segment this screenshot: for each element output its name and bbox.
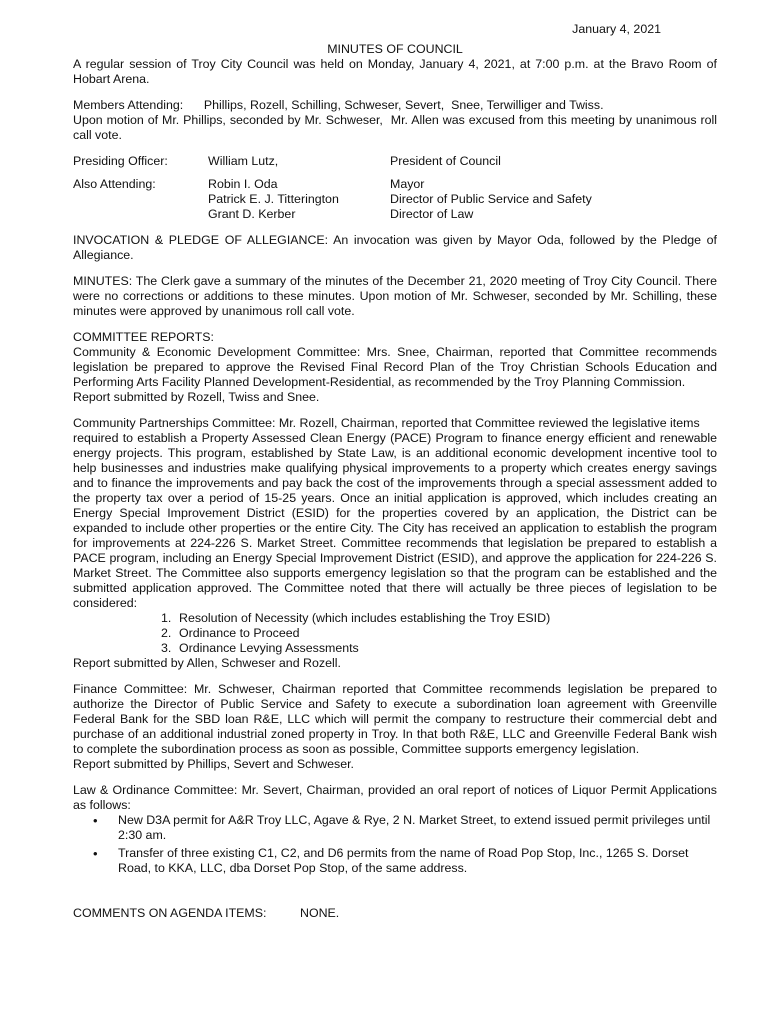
partnerships-report-body: required to establish a Property Assessed Clean Energy (PACE) Program to finance energy efficient and renewable energy projects. This program, established by State Law, is an additional economic development incentive tool to help businesses and industries make qualifying physical improvements to a property which creates energy savings and to finance the improvements and pay back the cost of the improvements through a special assessment added to the property tax over a period of 15-25 years. Once an initial application is approved, which includes creating an Energy Special Improvement District (ESID) for the properties covered by an application, the District can be expanded to include other properties or the entire City. The City has received an application to establish the program for improvements at 224-226 S. Market Street. Committee recommends that legislation be prepared to establish a PACE program, including an Energy Special Improvement District (ESID), and approve the application for 224-226 S. Market Street. The Committee also supports emergency legislation so that the program can be established and the submitted application approved. The Committee noted that there will actually be three pieces of legislation to be considered: xyxy=(73,431,717,610)
attendee-name: Robin I. Oda xyxy=(208,177,278,191)
also-attending-names xyxy=(208,177,390,222)
list-item: 3. Ordinance Levying Assessments xyxy=(161,641,359,655)
invocation-paragraph: INVOCATION & PLEDGE OF ALLEGIANCE: An invocation was given by Mayor Oda, followed by the Pledge of Allegiance. xyxy=(73,233,717,262)
list-item: 1. Resolution of Necessity (which includes establishing the Troy ESID) xyxy=(161,611,551,625)
community-development-report: Community & Economic Development Committee: Mrs. Snee, Chairman, reported that Committee recommends legislation be prepared to approve the Revised Final Record Plan of the Troy Christian Schools Education and Performing Arts Facility Planned Development-Residential, as recommended by the Troy Planning Commission. xyxy=(73,345,717,389)
also-attending-titles xyxy=(390,177,717,222)
comments-value: NONE. xyxy=(300,906,340,920)
members-attending: Members Attending: Phillips, Rozell, Schilling, Schweser, Severt, Snee, Terwilliger and Twiss. xyxy=(73,98,604,112)
bullet-icon: • xyxy=(93,813,98,828)
attendee-title: Director of Public Service and Safety xyxy=(390,192,592,206)
excused-motion: Upon motion of Mr. Phillips, seconded by Mr. Schweser, Mr. Allen was excused from this meeting by unanimous roll call vote. xyxy=(73,113,721,142)
finance-submitted: Report submitted by Phillips, Severt and Schweser. xyxy=(73,757,354,771)
comments-label: COMMENTS ON AGENDA ITEMS: xyxy=(73,906,267,920)
presiding-officer-row xyxy=(73,154,717,169)
legislation-list xyxy=(73,611,717,656)
comments-on-agenda xyxy=(73,906,717,921)
page-title: MINUTES OF COUNCIL xyxy=(327,42,463,56)
also-attending-row xyxy=(73,177,717,222)
intro-paragraph: A regular session of Troy City Council was held on Monday, January 4, 2021, at 7:00 p.m. at the Bravo Room of Hobart Arena. xyxy=(73,57,717,86)
attendee-title: Mayor xyxy=(390,177,425,191)
finance-report: Finance Committee: Mr. Schweser, Chairman reported that Committee recommends legislation be prepared to authorize the Director of Public Service and Safety to execute a subordination loan agreement with Greenville Federal Bank for the SBD loan R&E, LLC which will permit the company to restructure their commercial debt and purchase of an additional industrial zoned property in Troy. In that both R&E, LLC and Greenville Federal Bank wish to complete the subordination process as soon as possible, Committee supports emergency legislation. xyxy=(73,682,717,756)
meeting-date: January 4, 2021 xyxy=(572,22,661,36)
liquor-permit-list xyxy=(73,813,717,876)
presiding-title: President of Council xyxy=(390,154,501,168)
presiding-label: Presiding Officer: xyxy=(73,154,168,168)
partnerships-submitted: Report submitted by Allen, Schweser and Rozell. xyxy=(73,656,341,670)
partnerships-report-intro: Community Partnerships Committee: Mr. Rozell, Chairman, reported that Committee reviewed the legislative items xyxy=(73,416,700,430)
presiding-name: William Lutz, xyxy=(208,154,279,168)
attendee-name: Patrick E. J. Titterington xyxy=(208,192,339,206)
law-ordinance-report: Law & Ordinance Committee: Mr. Severt, Chairman, provided an oral report of notices of Liquor Permit Applications as follows: xyxy=(73,783,717,812)
attendee-name: Grant D. Kerber xyxy=(208,207,296,221)
also-attending-label: Also Attending: xyxy=(73,177,156,191)
attendee-title: Director of Law xyxy=(390,207,474,221)
list-item: • Transfer of three existing C1, C2, and D6 permits from the name of Road Pop Stop, Inc., 1265 S. Dorset Road, to KKA, LLC, dba Dorset Pop Stop, of the same address. xyxy=(93,846,689,875)
minutes-paragraph: MINUTES: The Clerk gave a summary of the minutes of the December 21, 2020 meeting of Troy City Council. There were no corrections or additions to these minutes. Upon motion of Mr. Schweser, seconded by Mr. Schilling, these minutes were approved by unanimous roll call vote. xyxy=(73,274,717,318)
minutes-page xyxy=(73,22,721,921)
committee-reports-heading: COMMITTEE REPORTS: xyxy=(73,330,214,344)
list-item: • New D3A permit for A&R Troy LLC, Agave & Rye, 2 N. Market Street, to extend issued permit privileges until 2:30 am. xyxy=(93,813,711,842)
list-item: 2. Ordinance to Proceed xyxy=(161,626,300,640)
community-development-submitted: Report submitted by Rozell, Twiss and Snee. xyxy=(73,390,320,404)
bullet-icon: • xyxy=(93,846,98,861)
